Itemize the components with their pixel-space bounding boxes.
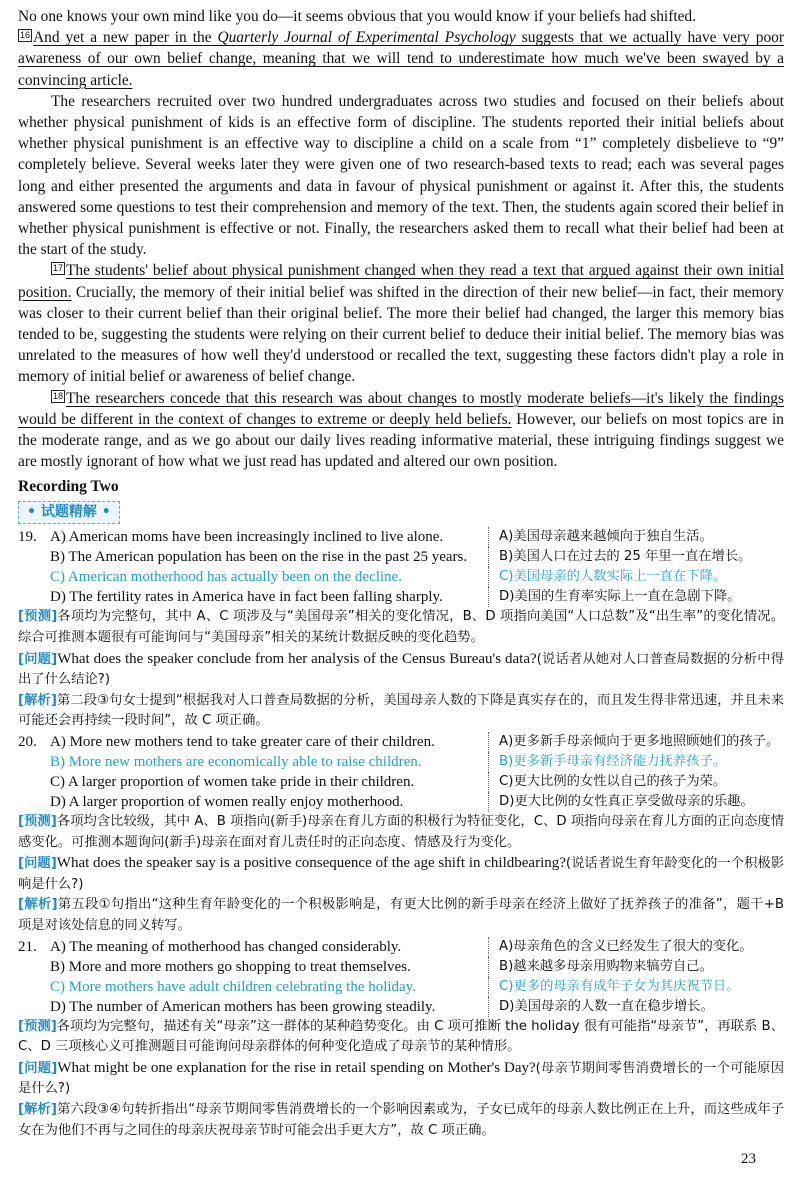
analysis-note-text: 第六段③④句转折指出“母亲节期间零售消费增长的一个影响因素或为，子女已成年的母亲人数比例正在上升，而这些成年子女在为他们不再与之同住的母亲庆祝母亲节时可能会出手更大方”，故 C 项正确。 xyxy=(18,1101,784,1138)
paragraph-17 xyxy=(18,260,784,387)
option-en-text: D) The number of American mothers has been growing steadily. xyxy=(50,998,436,1015)
option-en xyxy=(18,957,489,977)
question-note-tag: [问题] xyxy=(18,1060,58,1076)
paragraph-number: 17 xyxy=(53,263,64,274)
question-block xyxy=(18,732,784,937)
question-block xyxy=(18,527,784,732)
question-note xyxy=(18,853,784,895)
option-en-text: C) American motherhood has actually been on the decline. xyxy=(50,569,402,586)
question-note xyxy=(18,649,784,691)
option-zh: D)美国母亲的人数一直在稳步增长。 xyxy=(499,998,714,1014)
option-en xyxy=(18,732,489,752)
paragraph-research: The researchers recruited over two hundred undergraduates across two studies and focused on their beliefs about whether physical punishment of kids is an effective form of discipline. The students reported their initial beliefs about whether physical punishment is an effective way to discipline a child on a scale from “1” completely disbelieve to “9” completely believe. Several weeks later they were given one of two research-based texts to read; each was several pages long and either presented the arguments and data in favour of physical punishment or against it. After this, the students answered some questions to test their comprehension and memory of the text. Then, the students again scored their belief in whether physical punishment is effective or not. Finally, the researchers asked them to recall what their belief had been at the start of the study. xyxy=(18,92,784,259)
analysis-note-text: 第五段①句指出“这种生育年龄变化的一个积极影响是，有更大比例的新手母亲在经济上做好了抚养孩子的准备”，题干+B 项是对该处信息的同义转写。 xyxy=(18,897,785,933)
question-note-text: (母亲节期间零售消费增长的一个可能原因是什么?) xyxy=(18,1060,784,1097)
question-number: 21. xyxy=(18,938,37,955)
option-zh: B)美国人口在过去的 25 年里一直在增长。 xyxy=(499,549,752,565)
question-note-text: What does the speaker conclude from her analysis of the Census Bureau's data? xyxy=(57,650,537,667)
questions-list xyxy=(18,527,784,1141)
option-zh: C)更多的母亲有成年子女为其庆祝节日。 xyxy=(499,978,740,994)
predict-note xyxy=(18,607,784,648)
predict-note-tag: [预测] xyxy=(18,814,57,830)
paragraph-16 xyxy=(18,27,784,91)
paragraph-number: 18 xyxy=(53,390,64,401)
option-row xyxy=(18,977,784,997)
p17-underlined: The students' belief about physical punishment changed when they read a text that argued against their own initial position. xyxy=(18,262,784,301)
paragraph-18 xyxy=(18,388,784,473)
option-en xyxy=(18,792,489,812)
question-number: 20. xyxy=(18,734,37,751)
option-row xyxy=(18,792,784,812)
question-note xyxy=(18,1058,784,1100)
predict-note-text: 各项均含比较级，其中 A、B 项指向(新手)母亲在育儿方面的积极行为特征变化，C、D 项指向母亲在育儿方面的正向态度情感变化。可推测本题询问(新手)母亲在面对育儿责任时的正向态度、情感及行为变化。 xyxy=(18,814,785,850)
predict-note-text: 各项均为完整句，描述有关“母亲”这一群体的某种趋势变化。由 C 项可推断 the holiday 很有可能指“母亲节”，再联系 B、C、D 三项核心义可推测题目可能询问母亲群体的何种变化造成了母亲节的某种情形。 xyxy=(18,1018,784,1055)
option-en-text: B) The American population has been on the rise in the past 25 years. xyxy=(50,549,468,566)
option-zh: D)美国的生育率实际上一直在急剧下降。 xyxy=(499,589,741,605)
option-zh: D)更大比例的女性真正享受做母亲的乐趣。 xyxy=(499,794,754,810)
option-en xyxy=(18,752,489,772)
option-en xyxy=(18,587,489,607)
p16-pre: And yet a new paper in the xyxy=(33,29,218,47)
option-zh: B)越来越多母亲用购物来犒劳自己。 xyxy=(499,958,713,974)
option-en-text: A) American moms have been increasingly inclined to live alone. xyxy=(50,529,444,546)
option-en-text: A) More new mothers tend to take greater care of their children. xyxy=(50,734,435,751)
predict-note-tag: [预测] xyxy=(18,1018,57,1034)
question-number: 19. xyxy=(18,529,37,546)
option-en-text: B) More and more mothers go shopping to treat themselves. xyxy=(50,958,411,975)
paragraph-number: 16 xyxy=(20,30,31,41)
option-row xyxy=(18,547,784,567)
option-en xyxy=(18,527,489,547)
option-zh: B)更多新手母亲有经济能力抚养孩子。 xyxy=(499,754,727,770)
option-row xyxy=(18,752,784,772)
option-row xyxy=(18,957,784,977)
question-note-tag: [问题] xyxy=(18,651,58,667)
option-zh: A)更多新手母亲倾向于更多地照顾她们的孩子。 xyxy=(499,734,780,750)
option-en-text: A) The meaning of motherhood has changed considerably. xyxy=(50,938,402,955)
option-en xyxy=(18,567,489,587)
section-badge: • 试题精解 • xyxy=(18,501,120,524)
option-en-text: C) A larger proportion of women take pride in their children. xyxy=(50,774,415,791)
analysis-note xyxy=(18,1100,784,1141)
option-en-text: C) More mothers have adult children celebrating the holiday. xyxy=(50,978,416,995)
p16-post: suggests that we actually have very poor awareness of our own belief change, meaning that we will tend to underestimate how much we've been swayed by a convincing article. xyxy=(18,29,784,89)
option-en xyxy=(18,977,489,997)
option-row xyxy=(18,732,784,752)
option-zh: A)母亲角色的含义已经发生了很大的变化。 xyxy=(499,938,753,954)
passage-line: No one knows your own mind like you do—it seems obvious that you would know if your beliefs had shifted. xyxy=(18,8,696,25)
option-en xyxy=(18,547,489,567)
analysis-note xyxy=(18,895,784,936)
analysis-note-tag: [解析] xyxy=(18,1101,58,1117)
option-row xyxy=(18,527,784,547)
analysis-note-tag: [解析] xyxy=(18,692,57,708)
question-note-text: What does the speaker say is a positive consequence of the age shift in childbearing? xyxy=(56,855,566,872)
option-row xyxy=(18,567,784,587)
option-zh: C)美国母亲的人数实际上一直在下降。 xyxy=(499,569,727,585)
question-block xyxy=(18,937,784,1142)
page xyxy=(18,6,784,1141)
analysis-note-text: 第二段③句女士提到“根据我对人口普查局数据的分析，美国母亲人数的下降是真实存在的，而且发生得非常迅速，并且未来可能还会再持续一段时间”，故 C 项正确。 xyxy=(18,692,785,729)
option-en xyxy=(18,997,489,1017)
analysis-note xyxy=(18,691,784,732)
analysis-note-tag: [解析] xyxy=(18,897,58,913)
predict-note xyxy=(18,812,784,853)
question-note-tag: [问题] xyxy=(18,856,57,872)
option-en-text: D) A larger proportion of women really enjoy motherhood. xyxy=(50,794,404,811)
option-en xyxy=(18,772,489,792)
option-row xyxy=(18,937,784,957)
predict-note-text: 各项均为完整句，其中 A、C 项涉及与“美国母亲”相关的变化情况，B、D 项指向美国“人口总数”及“出生率”的变化情况。综合可推测本题很有可能询问与“美国母亲”相关的某统计数据反映的变化趋势。 xyxy=(18,609,784,646)
section-title: Recording Two xyxy=(18,478,119,496)
p17-rest: Crucially, the memory of their initial belief was shifted in the direction of their new belief—in fact, their memory was closer to their current belief than their original belief. The more their belief had changed, the larger this memory bias tended to be, suggesting the students were relying on their current belief to deduce their initial belief. The memory bias was unrelated to the measures of how well they'd understood or recalled the text, suggesting these factors didn't play a role in memory of initial belief or awareness of belief change. xyxy=(18,283,784,386)
p18-underlined: The researchers concede that this research was about changes to mostly moderate beliefs—it's likely the findings would be different in the context of changes to extreme or deeply held beliefs. xyxy=(18,389,784,428)
option-zh: C)更大比例的女性以自己的孩子为荣。 xyxy=(499,774,727,790)
journal-title: Quarterly Journal of Experimental Psychology xyxy=(217,29,516,47)
option-row xyxy=(18,997,784,1017)
option-zh: A)美国母亲越来越倾向于独自生活。 xyxy=(499,529,713,545)
option-en xyxy=(18,937,489,957)
p18-rest: However, our beliefs on most topics are in the moderate range, and as we go about our daily lives reading informative material, these intriguing findings suggest we are mostly ignorant of how what we just read has updated and altered our own position. xyxy=(18,410,785,471)
option-row xyxy=(18,587,784,607)
predict-note xyxy=(18,1017,784,1058)
question-note-text: (说话者从她对人口普查局数据的分析中得出了什么结论?) xyxy=(18,651,784,688)
option-en-text: D) The fertility rates in America have in fact been falling sharply. xyxy=(50,589,443,606)
page-number: 23 xyxy=(741,1151,756,1167)
predict-note-tag: [预测] xyxy=(18,609,58,625)
option-row xyxy=(18,772,784,792)
question-note-text: (说话者说生育年龄变化的一个积极影响是什么?) xyxy=(18,856,784,892)
question-note-text: What might be one explanation for the rise in retail spending on Mother's Day? xyxy=(57,1059,536,1076)
option-en-text: B) More new mothers are economically able to raise children. xyxy=(50,754,422,771)
